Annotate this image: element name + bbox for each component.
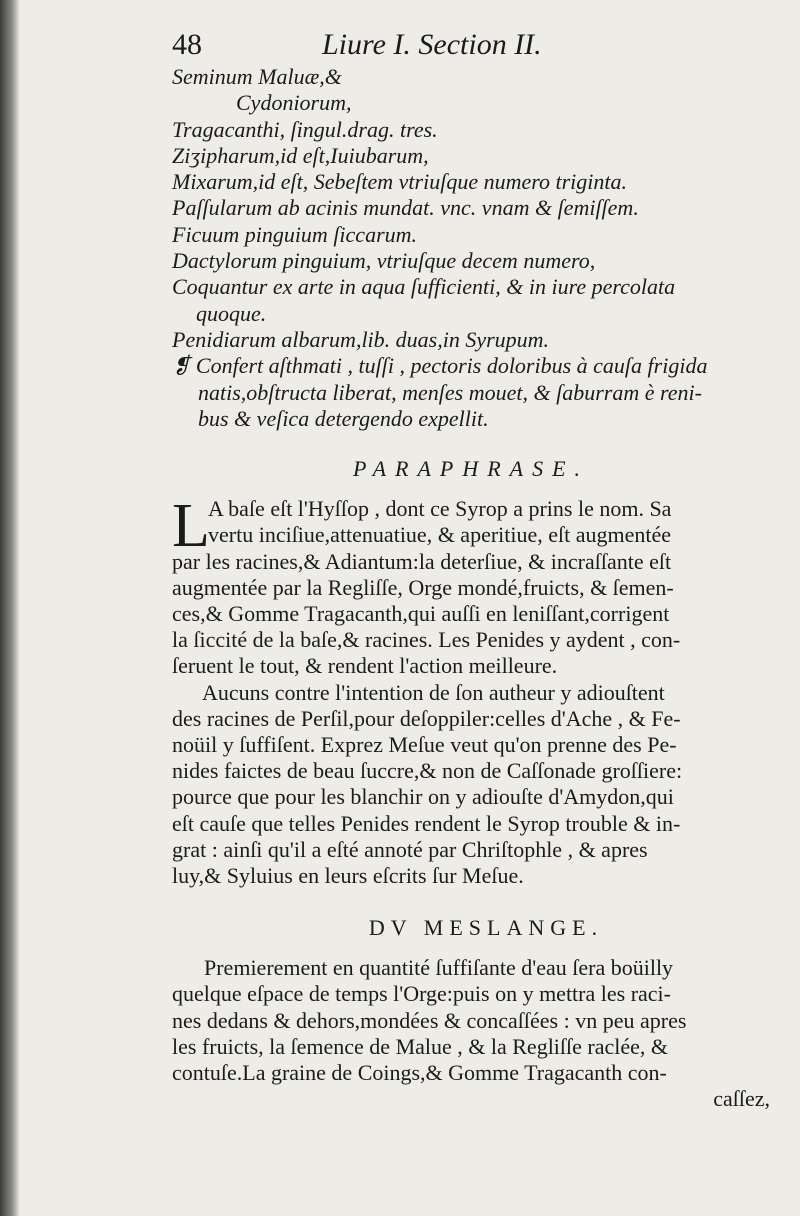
paraphrase-paragraph-2 <box>172 680 770 890</box>
text-line: eſt cauſe que telles Penides rendent le Syrop trouble & in- <box>172 810 681 836</box>
running-header <box>172 28 770 62</box>
page-gutter-shadow <box>0 0 20 1216</box>
text-line: des racines de Perſil,pour deſoppiler:celles d'Ache , & Fe- <box>172 705 681 731</box>
text-line: contuſe.La graine de Coings,& Gomme Tragacanth con- <box>172 1060 667 1086</box>
recipe-line: Coquantur ex arte in aqua ſufficienti, & in iure percolata <box>172 274 676 300</box>
recipe-line: Seminum Maluæ,& <box>172 64 342 89</box>
recipe-line: quoque. <box>196 300 267 326</box>
catchword: caſſez, <box>713 1086 770 1112</box>
recipe-line: Dactylorum pinguium, vtriuſque decem numero, <box>172 248 596 274</box>
text-line: ſeruent le tout, & rendent l'action meilleure. <box>172 653 558 679</box>
recipe-line: Penidiarum albarum,lib. duas,in Syrupum. <box>172 326 550 352</box>
text-line: nides faictes de beau ſuccre,& non de Caſſonade groſſiere: <box>172 758 683 784</box>
recipe-note-line: natis,obſtructa liberat, menſes mouet, & ſaburram è reni- <box>198 379 702 405</box>
paraphrase-paragraph-1 <box>172 492 770 679</box>
drop-cap: L <box>172 492 210 561</box>
recipe-note-line: bus & veſica detergendo expellit. <box>198 405 489 431</box>
text-line: ces,& Gomme Tragacanth,qui auſſi en leniſſant,corrigent <box>172 600 670 626</box>
text-line: vertu inciſiue,attenuatiue, & aperitiue, eſt augmentée <box>208 522 672 548</box>
text-line: la ſiccité de la baſe,& racines. Les Penides y aydent , con- <box>172 627 681 653</box>
section-heading-paraphrase: PARAPHRASE. <box>352 456 590 482</box>
recipe-line: Ziʒipharum,id eſt,Iuiubarum, <box>172 142 429 168</box>
recipe-line: Ficuum pinguium ſiccarum. <box>172 221 418 247</box>
recipe-line: Mixarum,id eſt, Sebeſtem vtriuſque numero triginta. <box>172 169 627 195</box>
recipe-list <box>172 64 770 432</box>
text-line: noüil y ſuffiſent. Exprez Meſue veut qu'on prenne des Pe- <box>172 731 677 757</box>
running-title: Liure I. Section II. <box>322 28 542 61</box>
recipe-note-line: ❡ Confert aſthmati , tuſſi , pectoris doloribus à cauſa frigida <box>172 353 708 379</box>
meslange-paragraph <box>172 955 770 1112</box>
recipe-line: Cydoniorum, <box>236 90 352 116</box>
text-line: les fruicts, la ſemence de Malue , & la Regliſſe raclée, & <box>172 1033 669 1059</box>
text-line: luy,& Syluius en leurs eſcrits ſur Meſue. <box>172 863 524 888</box>
text-line: grat : ainſi qu'il a eſté annoté par Chriſtophle , & apres <box>172 836 648 862</box>
recipe-line: Tragacanthi, ſingul.drag. tres. <box>172 116 438 142</box>
text-line: par les racines,& Adiantum:la deterſiue, & incraſſante eſt <box>172 548 672 574</box>
text-line: pource que pour les blanchir on y adiouſte d'Amydon,qui <box>172 784 674 810</box>
text-line: augmentée par la Regliſſe, Orge mondé,fruicts, & ſemen- <box>172 574 674 600</box>
text-line: A baſe eſt l'Hyſſop , dont ce Syrop a prins le nom. Sa <box>208 496 672 522</box>
page-number: 48 <box>172 28 202 61</box>
text-line: quelque eſpace de temps l'Orge:puis on y mettra les raci- <box>172 981 671 1007</box>
text-line: Premierement en quantité ſuffiſante d'eau ſera boüilly <box>204 955 674 981</box>
section-heading-meslange: DV MESLANGE. <box>368 915 604 941</box>
text-line: Aucuns contre l'intention de ſon autheur y adiouſtent <box>202 679 665 705</box>
text-line: nes dedans & dehors,mondées & concaſſées : vn peu apres <box>172 1007 687 1033</box>
recipe-line: Paſſularum ab acinis mundat. vnc. vnam & ſemiſſem. <box>172 195 639 221</box>
